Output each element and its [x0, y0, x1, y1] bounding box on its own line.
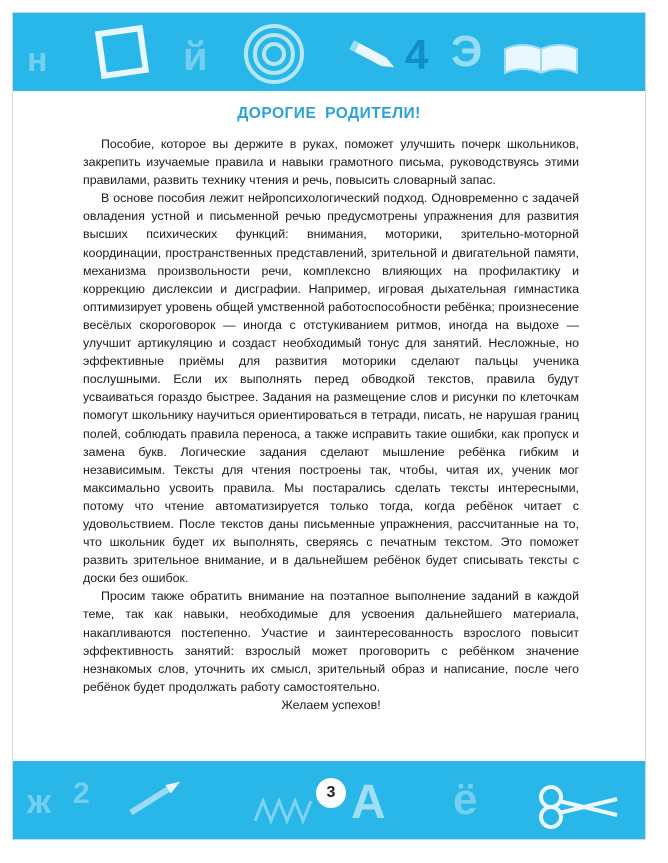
paragraph: Просим также обратить внимание на поэтапное выполнение заданий в каждой теме, так как навыки, необходимые для усвоения дальнейшего материала, накапливаются постепенно. Участие и заинтересованность взрослого повысит эффективность занятий: взрослый может проговорить с ребёнком значение незнакомых слов, уточнить их смысл, зрительный образ и написание, после чего ребёнок будет продолжать работу самостоятельно.	[83, 589, 579, 694]
number-decor: 2	[73, 777, 90, 810]
letter-decor: Э	[451, 27, 483, 76]
zigzag-icon	[253, 795, 313, 825]
brush-icon	[121, 773, 191, 823]
letter-decor: А	[351, 776, 386, 829]
pencil-icon	[345, 39, 401, 73]
letter-decor: ж	[27, 783, 52, 821]
paragraph: В основе пособия лежит нейропсихологический подход. Одновременно с задачей овладения устной и письменной речью предусмотрены упражнения для развития высших психических функций: внимания, моторики, зрительно-моторной координации, пространственных представлений, зрительной и двигательной памяти, механизма произвольности речи, комплексно влияющих на профилактику и коррекцию дислексии и дисграфии. Например, игровая дыхательная гимнастика оптимизирует уровень общей умственной работоспособности ребёнка; произнесение весёлых скороговорок — иногда с отстукиванием ритмов, иногда на выдохе — улучшит артикуляцию и создаст необходимый тонус для занятий. Несложные, но эффективные приёмы для развития моторики сделают пальцы ученика послушными. Если их выполнять перед обводкой текстов, правила будут усваиваться гораздо быстрее. Задания на размещение слов и рисунки по клеточкам помогут школьнику научиться ориентироваться в тетради, писать, не нарушая границ полей, соблюдать правила переноса, а также исправить такие ошибки, как пропуск и замена букв. Логические задания сделают мышление ребёнка гибким и независимым. Тексты для чтения построены так, чтобы, читая их, ученик мог максимально усвоить правила. Мы постарались сделать тексты интересными, потому что чтение автоматизируется только тогда, когда ребёнок читает с удовольствием. После текстов даны письменные упражнения, рассчитанные на то, что школьник будет их выполнять, сверяясь с печатным текстом. Это поможет развить зрительное внимание, и в дальнейшем ребёнок будет списывать тексты с доски без ошибок.	[83, 191, 579, 586]
page	[12, 12, 646, 840]
paragraph: Пособие, которое вы держите в руках, поможет улучшить почерк школьников, закрепить изучаемые правила и навыки грамотного письма, руководствуясь этими правилами, развить технику чтения и речь, повысить словарный запас.	[83, 137, 579, 188]
letter-decor: ё	[453, 775, 478, 824]
spiral-icon	[241, 21, 307, 87]
letter-decor: н	[27, 41, 48, 79]
page-number: 3	[313, 775, 349, 811]
number-decor: 4	[405, 31, 429, 78]
letter-decor: й	[183, 35, 208, 79]
closing-line: Желаем успехов!	[281, 697, 381, 712]
top-decorative-band	[13, 13, 645, 91]
scissors-icon	[533, 781, 623, 831]
book-icon	[501, 35, 581, 79]
body-text	[83, 135, 579, 714]
page-title: ДОРОГИЕ РОДИТЕЛИ!	[237, 105, 421, 122]
square-icon	[95, 25, 151, 81]
